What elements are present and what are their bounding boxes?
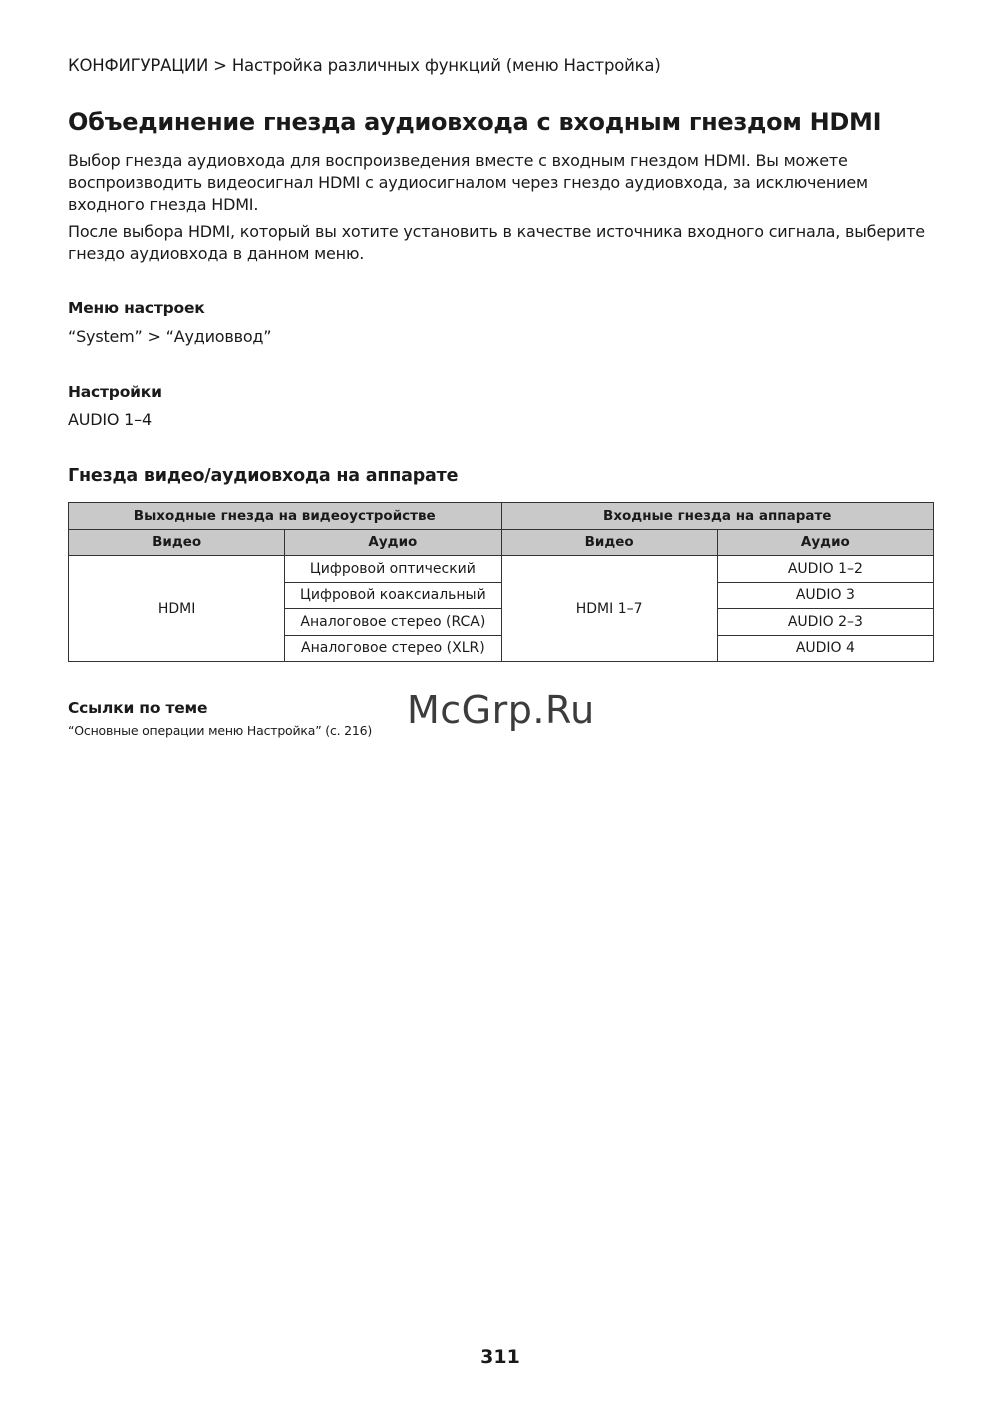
header-input-jacks: Входные гнезда на аппарате <box>501 503 934 530</box>
header-out-video: Видео <box>69 529 285 556</box>
table-sub-header-row <box>69 529 934 556</box>
header-out-audio: Аудио <box>285 529 501 556</box>
watermark-text: McGrp.Ru <box>407 688 595 732</box>
cell-out-audio: Цифровой коаксиальный <box>285 582 501 609</box>
menu-heading: Меню настроек <box>68 299 205 317</box>
cell-in-audio: AUDIO 2–3 <box>717 609 933 636</box>
table-row <box>69 556 934 583</box>
table-group-header-row <box>69 503 934 530</box>
header-in-video: Видео <box>501 529 717 556</box>
cell-out-video: HDMI <box>69 556 285 662</box>
header-in-audio: Аудио <box>717 529 933 556</box>
settings-heading: Настройки <box>68 383 162 401</box>
intro-paragraph-2: После выбора HDMI, который вы хотите установить в качестве источника входного сигнала, выберите гнездо аудиовхода в данном меню. <box>68 222 925 263</box>
page-title: Объединение гнезда аудиовхода с входным гнездом HDMI <box>68 108 882 136</box>
menu-path: “System” > “Аудиоввод” <box>68 327 272 346</box>
breadcrumb: КОНФИГУРАЦИИ > Настройка различных функций (меню Настройка) <box>68 56 661 75</box>
cell-out-audio: Аналоговое стерео (RCA) <box>285 609 501 636</box>
settings-value: AUDIO 1–4 <box>68 410 152 429</box>
cell-in-audio: AUDIO 3 <box>717 582 933 609</box>
cell-out-audio: Цифровой оптический <box>285 556 501 583</box>
cell-in-audio: AUDIO 4 <box>717 635 933 662</box>
cell-in-video: HDMI 1–7 <box>501 556 717 662</box>
related-links-heading: Ссылки по теме <box>68 699 208 717</box>
jacks-table <box>68 502 934 662</box>
intro-paragraph-1: Выбор гнезда аудиовхода для воспроизведения вместе с входным гнездом HDMI. Вы можете воспроизводить видеосигнал HDMI с аудиосигналом через гнездо аудиовхода, за исключением входного гнезда HDMI. <box>68 151 868 214</box>
cell-in-audio: AUDIO 1–2 <box>717 556 933 583</box>
page-number: 311 <box>480 1346 520 1368</box>
header-output-jacks: Выходные гнезда на видеоустройстве <box>69 503 502 530</box>
related-link[interactable]: “Основные операции меню Настройка” (с. 216) <box>68 723 373 738</box>
cell-out-audio: Аналоговое стерео (XLR) <box>285 635 501 662</box>
table-heading: Гнезда видео/аудиовхода на аппарате <box>68 466 459 486</box>
